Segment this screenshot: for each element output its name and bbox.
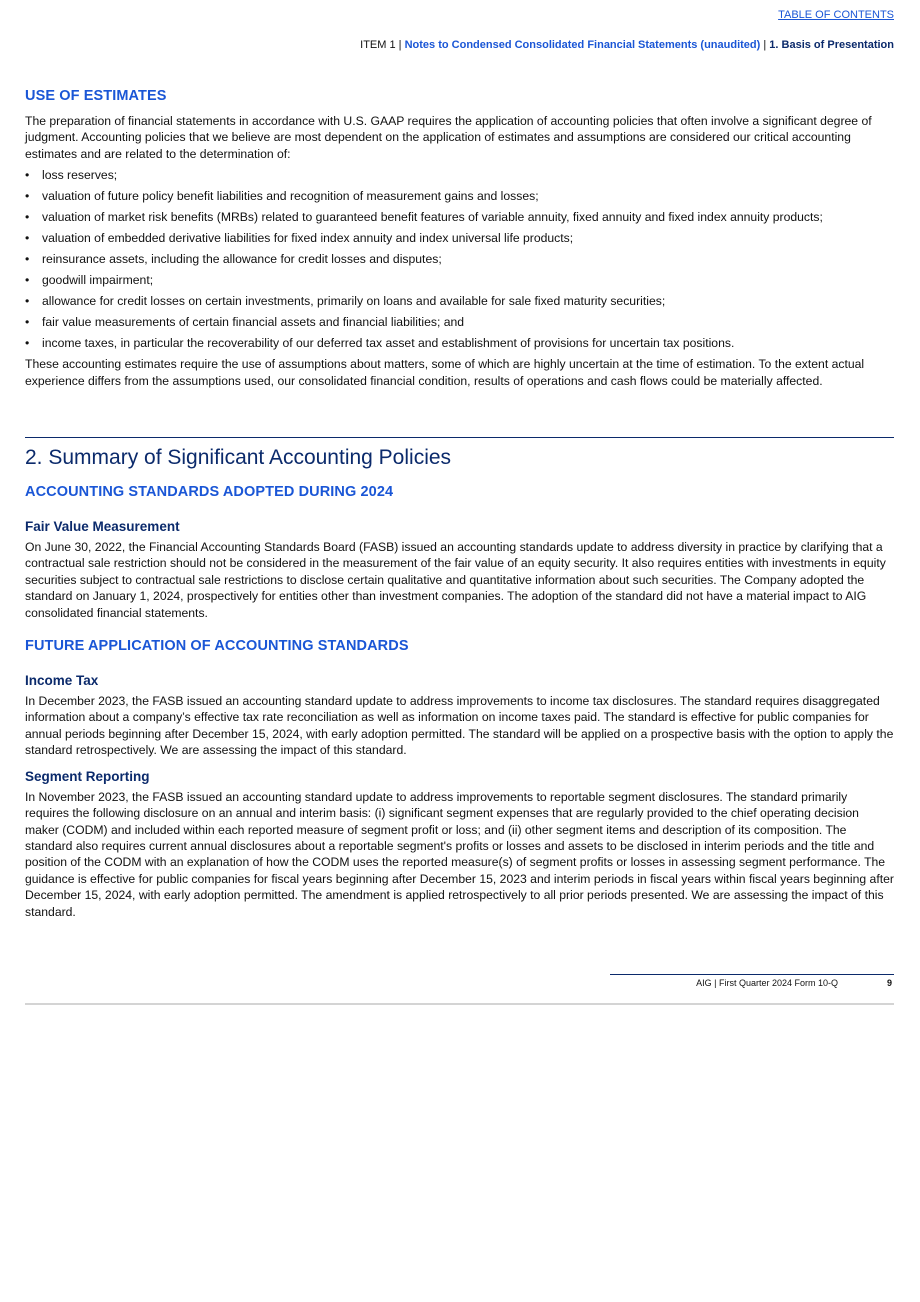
list-item: • valuation of future policy benefit liabilities and recognition of measurement gains and losses; — [25, 188, 894, 204]
list-item: • fair value measurements of certain financial assets and financial liabilities; and — [25, 314, 894, 330]
future-standards-heading: FUTURE APPLICATION OF ACCOUNTING STANDARDS — [25, 638, 409, 655]
list-item: • valuation of market risk benefits (MRBs) related to guaranteed benefit features of variable annuity, fixed annuity and fixed index annuity products; — [25, 209, 894, 225]
adopted-standards-heading: ACCOUNTING STANDARDS ADOPTED DURING 2024 — [25, 484, 394, 501]
breadcrumb-separator: | — [760, 39, 770, 51]
section-title: 2. Summary of Significant Accounting Policies — [25, 446, 452, 470]
fair-value-subheading: Fair Value Measurement — [25, 519, 180, 535]
list-item: • goodwill impairment; — [25, 272, 894, 288]
segment-reporting-text: In November 2023, the FASB issued an accounting standard update to address improvements to reportable segment disclosures. The standard primarily requires the following disclosure on an annual and interim basis: (i) significant segment expenses that are regularly provided to the chief operating decision maker (CODM) and included within each reported measure of segment profit or loss; and (ii) other segment items and description of its composition. The standard also requires current annual disclosures about a reportable segment's profits or losses and assets to be disclosed in interim periods and the title and position of the CODM with an explanation of how the CODM uses the reported measure(s) of segment profits or losses in assessing segment performance. The guidance is effective for public companies for fiscal years beginning after December 15, 2023 and interim periods in fiscal years within fiscal years beginning after December 15, 2024, with early adoption permitted. The amendment is applied retrospectively to all prior periods presented. We are assessing the impact of this standard. — [25, 789, 894, 919]
page-footer — [610, 974, 894, 988]
list-item: • valuation of embedded derivative liabilities for fixed index annuity and index universal life products; — [25, 230, 894, 246]
footer-text: AIG | First Quarter 2024 Form 10-Q — [696, 978, 838, 988]
page-number: 9 — [886, 978, 892, 988]
main-content — [25, 88, 894, 920]
table-of-contents-link[interactable]: TABLE OF CONTENTS — [778, 9, 894, 21]
breadcrumb — [360, 39, 894, 51]
section-divider — [25, 437, 894, 438]
use-of-estimates-heading: USE OF ESTIMATES — [25, 88, 167, 104]
use-of-estimates-intro: The preparation of financial statements in accordance with U.S. GAAP requires the application of accounting policies that often involve a significant degree of judgment. Accounting policies that we believe are most dependent on the application of estimates and assumptions are considered our critical accounting estimates and are related to the determination of: — [25, 114, 872, 161]
income-tax-text: In December 2023, the FASB issued an accounting standard update to address improvements to income tax disclosures. The standard requires disaggregated information about a company’s effective tax rate reconciliation as well as information on income taxes paid. The standard is effective for public companies for annual periods beginning after December 15, 2024, with early adoption permitted. The standard will be applied on a prospective basis with the option to apply the standard retrospectively. We are assessing the impact of this standard. — [25, 694, 894, 758]
income-tax-subheading: Income Tax — [25, 673, 99, 689]
breadcrumb-current: 1. Basis of Presentation — [769, 39, 894, 51]
estimates-list — [25, 167, 894, 351]
page-bottom-divider — [25, 1003, 894, 1005]
breadcrumb-item: ITEM 1 — [360, 39, 396, 51]
use-of-estimates-closing: These accounting estimates require the use of assumptions about matters, some of which are highly uncertain at the time of estimation. To the extent actual experience differs from the assumptions used, our consolidated financial condition, results of operations and cash flows could be materially affected. — [25, 357, 865, 388]
breadcrumb-separator: | — [395, 39, 405, 51]
segment-reporting-subheading: Segment Reporting — [25, 768, 150, 784]
list-item: • reinsurance assets, including the allowance for credit losses and disputes; — [25, 251, 894, 267]
list-item: • allowance for credit losses on certain investments, primarily on loans and available for sale fixed maturity securities; — [25, 293, 894, 309]
breadcrumb-notes: Notes to Condensed Consolidated Financial Statements (unaudited) — [404, 39, 761, 51]
list-item: • loss reserves; — [25, 167, 894, 183]
list-item: • income taxes, in particular the recoverability of our deferred tax asset and establishment of provisions for uncertain tax positions. — [25, 335, 894, 351]
fair-value-text: On June 30, 2022, the Financial Accounting Standards Board (FASB) issued an accounting standards update to address diversity in practice by clarifying that a contractual sale restriction should not be considered in the measurement of the fair value of an equity security. It also requires entities with investments in equity securities subject to contractual sale restrictions to disclose certain qualitative and quantitative information about such securities. The Company adopted the standard on January 1, 2024, prospectively for entities other than investment companies. The adoption of the standard did not have a material impact to AIG consolidated financial statements. — [25, 540, 886, 620]
